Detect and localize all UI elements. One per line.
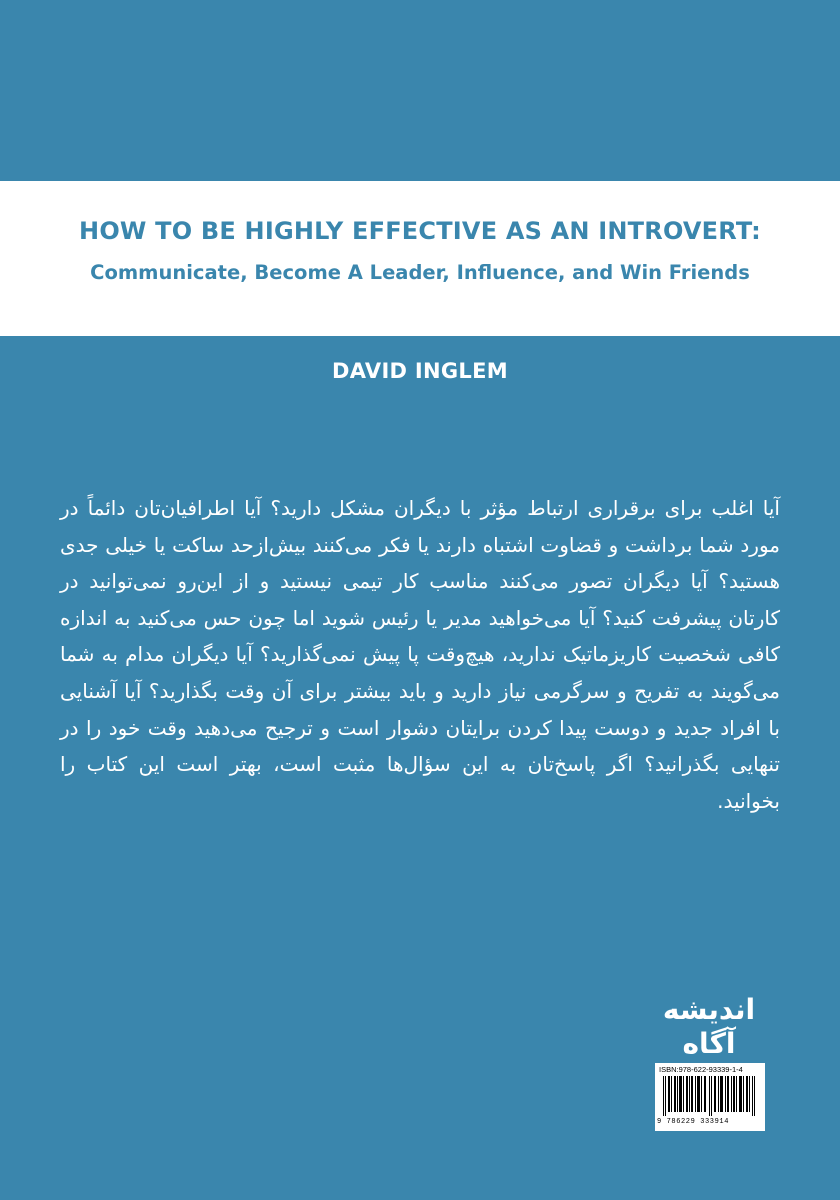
barcode [655,1063,765,1131]
publisher-logo-line2: آگاه [682,1027,736,1060]
author-name: DAVID INGLEM [332,359,508,383]
barcode-bars [663,1076,759,1116]
publisher-logo [660,993,758,1063]
book-title: HOW TO BE HIGHLY EFFECTIVE AS AN INTROVERT: [79,217,761,245]
title-band [0,181,840,336]
back-cover-blurb: آیا اغلب برای برقراری ارتباط مؤثر با دیگران مشکل دارید؟ آیا اطرافیان‌تان دائماً در مورد شما برداشت و قضاوت اشتباه دارند یا فکر می‌کنند بیش‌ازحد ساکت یا خیلی جدی هستید؟ آیا دیگران تصور می‌کنند مناسب کار تیمی نیستید و از این‌رو نمی‌توانید در کارتان پیشرفت کنید؟ آیا می‌خواهید مدیر یا رئیس شوید اما چون حس می‌کنید به اندازه کافی شخصیت کاریزماتیک ندارید، هیچ‌وقت پا پیش نمی‌گذارید؟ آیا دیگران مدام به شما می‌گویند به تفریح و سرگرمی نیاز دارید و باید بیشتر برای آن وقت بگذارید؟ آیا آشنایی با افراد جدید و دوست پیدا کردن برایتان دشوار است و ترجیح می‌دهید وقت خود را در تنهایی بگذرانید؟ اگر پاسخ‌تان به این سؤال‌ها مثبت است، بهتر است این کتاب را بخوانید. [60,496,780,813]
barcode-digits: 9 786229 333914 [657,1118,730,1126]
book-subtitle: Communicate, Become A Leader, Influence, and Win Friends [90,261,750,284]
publisher-logo-line1: اندیشه [662,993,756,1026]
isbn-label: ISBN:978-622-93339-1-4 [659,1065,743,1074]
